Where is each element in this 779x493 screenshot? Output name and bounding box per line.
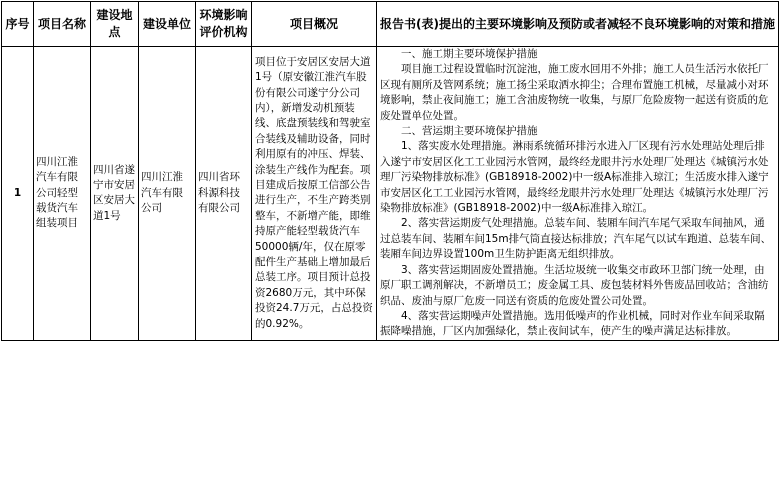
eia-table: [1, 1, 779, 341]
cell-eia-org: 四川省环科源科技有限公司: [196, 47, 252, 341]
cell-measures: [377, 47, 779, 341]
header-location: 建设地点: [91, 2, 139, 47]
cell-unit: 四川江淮汽车有限公司: [139, 47, 196, 341]
measures-exhaust: 2、落实营运期废气处理措施。总装车间、装厢车间汽车尾气采取车间抽风，通过总装车间、装厢车间15m排气筒直接达标排放；汽车尾气以试车跑道、总装车间、装厢车间边界设置100m卫生防护距离无组织排放。: [380, 217, 772, 261]
cell-project-name: 四川江淮汽车有限公司轻型载货汽车组装项目: [34, 47, 91, 341]
header-eia-org: 环境影响评价机构: [196, 2, 252, 47]
table-row: [2, 47, 779, 341]
header-row: [2, 2, 779, 47]
cell-overview: 项目位于安居区安居大道1号（原安徽江淮汽车股份有限公司遂宁分公司内），新增发动机预装线、底盘预装线和驾驶室合装线及辅助设备，同时利用原有的冲压、焊装、涂装生产线作为配套。项目建成后按原工信部公告进行生产，不生产跨类别整车，不新增产能，即维持原产能轻型载货汽车50000辆/年，仅在原零配件生产基础上增加最后总装工序。项目预计总投资2680万元，其中环保投资24.7万元，占总投资的0.92%。: [252, 47, 377, 341]
header-measures: 报告书(表)提出的主要环境影响及预防或者减轻不良环境影响的对策和措施: [377, 2, 779, 47]
measures-construction-text: 项目施工过程设置临时沉淀池，施工废水回用不外排；施工人员生活污水依托厂区现有厕所及管网系统；施工扬尘采取洒水抑尘；合理布置施工机械，尽量减小对环境影响，禁止夜间施工；施工含油废物统一收集，与原厂危险废物一起送有资质的危废处置单位处置。: [380, 63, 769, 122]
header-project-name: 项目名称: [34, 2, 91, 47]
cell-seq: 1: [2, 47, 34, 341]
measures-heading-operation: 二、营运期主要环境保护措施: [401, 125, 538, 138]
measures-noise: 4、落实营运期噪声处置措施。选用低噪声的作业机械，同时对作业车间采取隔振降噪措施，厂区内加强绿化，禁止夜间试车，使产生的噪声满足达标排放。: [380, 309, 765, 338]
cell-location: 四川省遂宁市安居区安居大道1号: [91, 47, 139, 341]
header-overview: 项目概况: [252, 2, 377, 47]
header-seq: 序号: [2, 2, 34, 47]
measures-wastewater: 1、落实废水处理措施。淋雨系统循环排污水进入厂区现有污水处理站处理后排入遂宁市安居区化工工业园污水管网，最终经龙眼井污水处理厂处理达《城镇污水处理厂污染物排放标准》(GB18918-2002)中一级A标准排入琼江；生活废水排入遂宁市安居区化工工业园污水管网，最终经龙眼井污水处理厂处理达《城镇污水处理厂污染物排放标准》(GB18918-2002)中一级A标准排入琼江。: [380, 140, 769, 215]
header-unit: 建设单位: [139, 2, 196, 47]
measures-heading-construction: 一、施工期主要环境保护措施: [401, 48, 538, 60]
measures-solid-waste: 3、落实营运期固废处置措施。生活垃圾统一收集交市政环卫部门统一处理，由原厂职工调剂解决，不新增员工；废金属工具、废包装材料外售废品回收站；含油纺织品、废油与原厂危废一同送有资质的危废处置公司处置。: [380, 263, 769, 307]
